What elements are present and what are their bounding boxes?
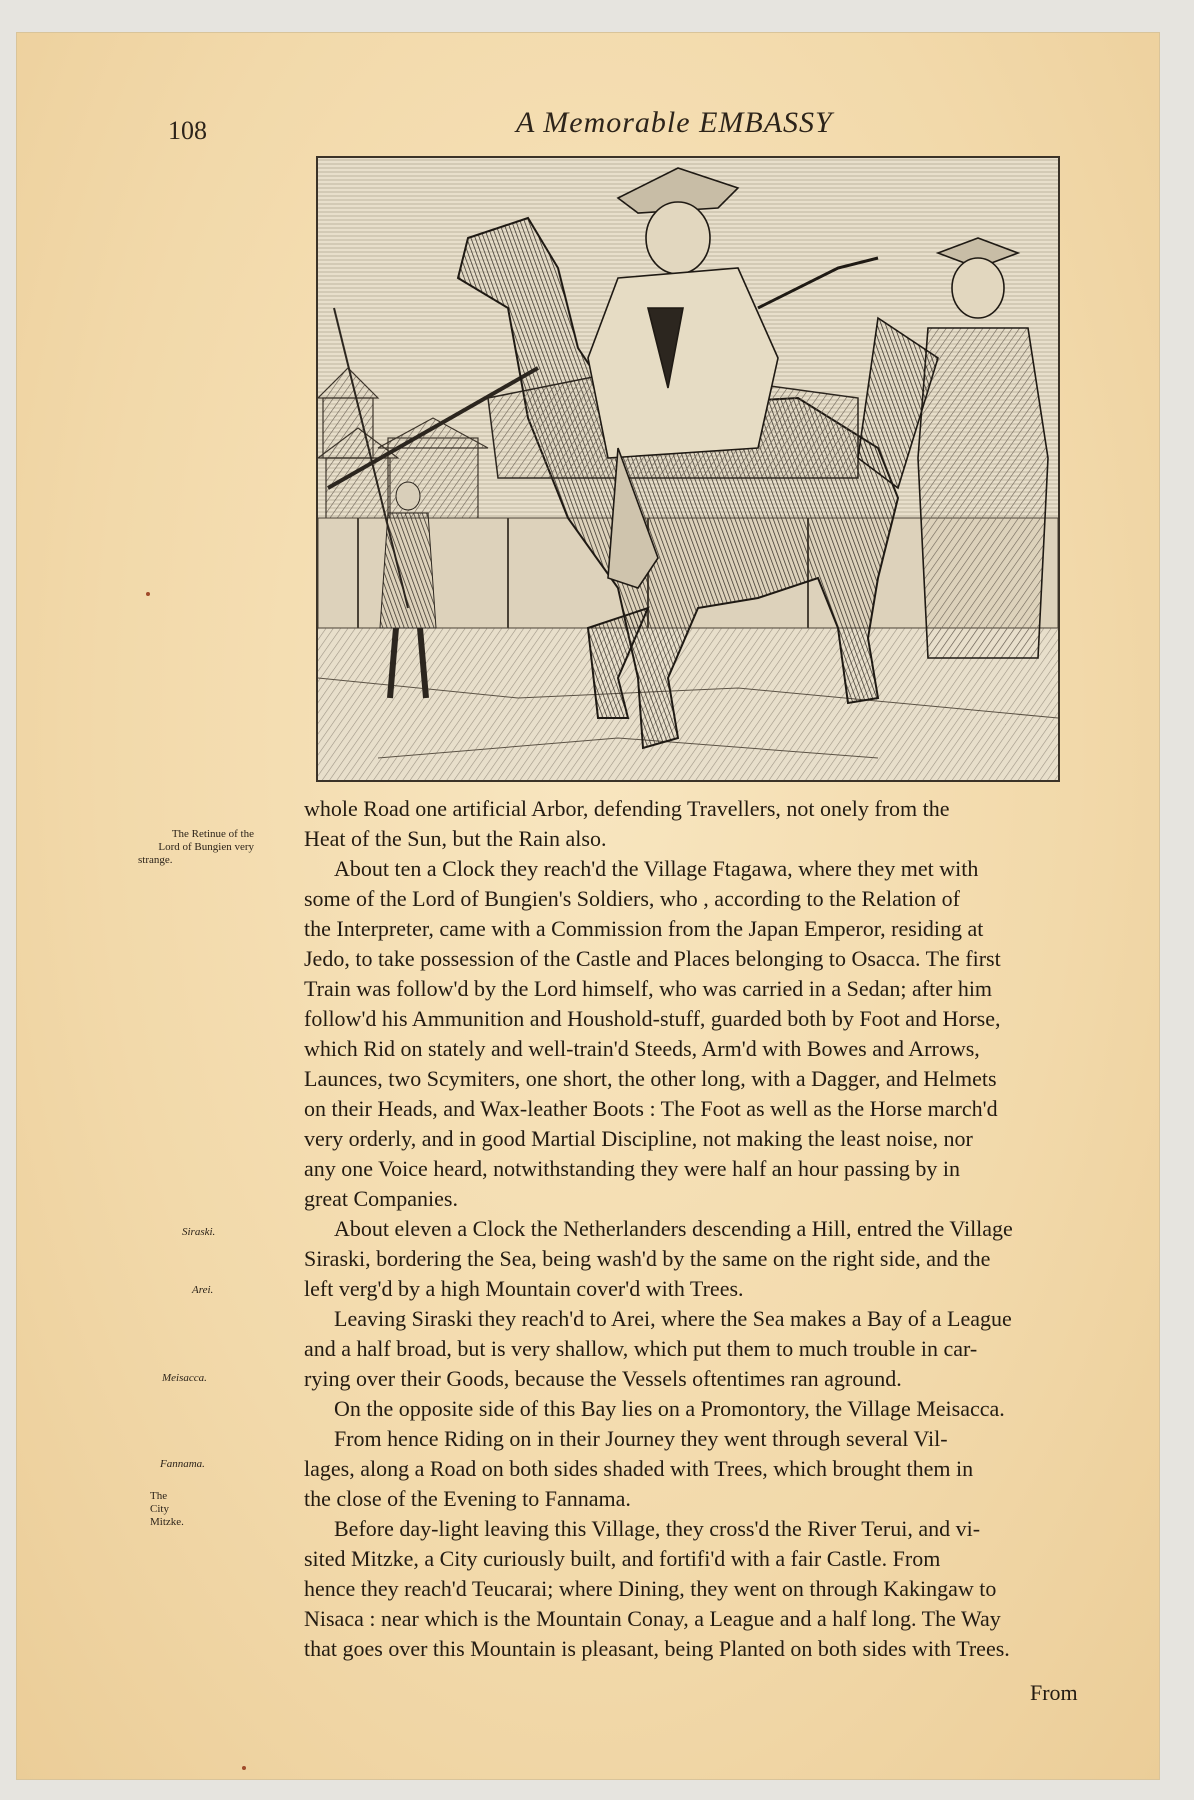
body-line: which Rid on stately and well-train'd Steeds, Arm'd with Bowes and Arrows, [304,1036,980,1061]
body-line: rying over their Goods, because the Vessels oftentimes ran aground. [304,1366,902,1391]
body-line: follow'd his Ammunition and Houshold-stuff, guarded both by Foot and Horse, [304,1006,1001,1031]
body-line: Jedo, to take possession of the Castle and Places belonging to Osacca. The first [304,946,1001,971]
body-line: whole Road one artificial Arbor, defending Travellers, not onely from the [304,796,950,821]
body-line: left verg'd by a high Mountain cover'd with Trees. [304,1276,744,1301]
body-line: Nisaca : near which is the Mountain Conay, a League and a half long. The Way [304,1606,1001,1631]
body-line: any one Voice heard, notwithstanding they were half an hour passing by in [304,1156,960,1181]
page-number: 108 [168,116,207,145]
engraving-illustration [316,156,1060,782]
body-line: Leaving Siraski they reach'd to Arei, where the Sea makes a Bay of a League [334,1306,1012,1331]
margin-note-line: strange. [138,854,173,866]
body-line: the Interpreter, came with a Commission from the Japan Emperor, residing at [304,916,984,941]
catchword: From [1030,1680,1078,1705]
body-text [304,794,1094,1664]
margin-note-meisacca: Meisacca. [162,1372,207,1384]
margin-note-arei: Arei. [192,1284,214,1296]
mounted-samurai-engraving [318,158,1058,780]
body-line: and a half broad, but is very shallow, which put them to much trouble in car- [304,1336,978,1361]
body-line: Before day-light leaving this Village, they cross'd the River Terui, and vi- [334,1516,981,1541]
margin-note-fannama: Fannama. [160,1458,205,1470]
body-line: Siraski, bordering the Sea, being wash'd by the same on the right side, and the [304,1246,991,1271]
margin-note-retinue [124,828,254,867]
body-line: some of the Lord of Bungien's Soldiers, who , according to the Relation of [304,886,960,911]
margin-note-siraski: Siraski. [182,1226,216,1238]
body-line: the close of the Evening to Fannama. [304,1486,631,1511]
body-line: on their Heads, and Wax-leather Boots : The Foot as well as the Horse march'd [304,1096,998,1121]
book-page [16,32,1160,1780]
running-head: A Memorable EMBASSY [516,106,833,139]
body-line: Launces, two Scymiters, one short, the other long, with a Dagger, and Helmets [304,1066,997,1091]
body-line: sited Mitzke, a City curiously built, and fortifi'd with a fair Castle. From [304,1546,941,1571]
body-line: hence they reach'd Teucarai; where Dining, they went on through Kakingaw to [304,1576,997,1601]
body-line: Train was follow'd by the Lord himself, who was carried in a Sedan; after him [304,976,993,1001]
body-line: great Companies. [304,1186,458,1211]
body-line: From hence Riding on in their Journey they went through several Vil- [334,1426,948,1451]
paper-speck [242,1766,246,1770]
body-line: very orderly, and in good Martial Discipline, not making the least noise, nor [304,1126,973,1151]
body-line: About eleven a Clock the Netherlanders descending a Hill, entred the Village [334,1216,1013,1241]
body-line: lages, along a Road on both sides shaded with Trees, which brought them in [304,1456,974,1481]
body-line: On the opposite side of this Bay lies on a Promontory, the Village Meisacca. [334,1396,1005,1421]
body-line: Heat of the Sun, but the Rain also. [304,826,607,851]
margin-note-line: The Retinue of the [171,828,254,840]
paper-speck [146,592,150,596]
margin-note-mitzke: The City Mitzke. [150,1490,184,1528]
margin-note-line: Lord of Bungien very [158,841,254,853]
body-line: that goes over this Mountain is pleasant, being Planted on both sides with Trees. [304,1636,1010,1661]
body-line: About ten a Clock they reach'd the Village Ftagawa, where they met with [334,856,979,881]
